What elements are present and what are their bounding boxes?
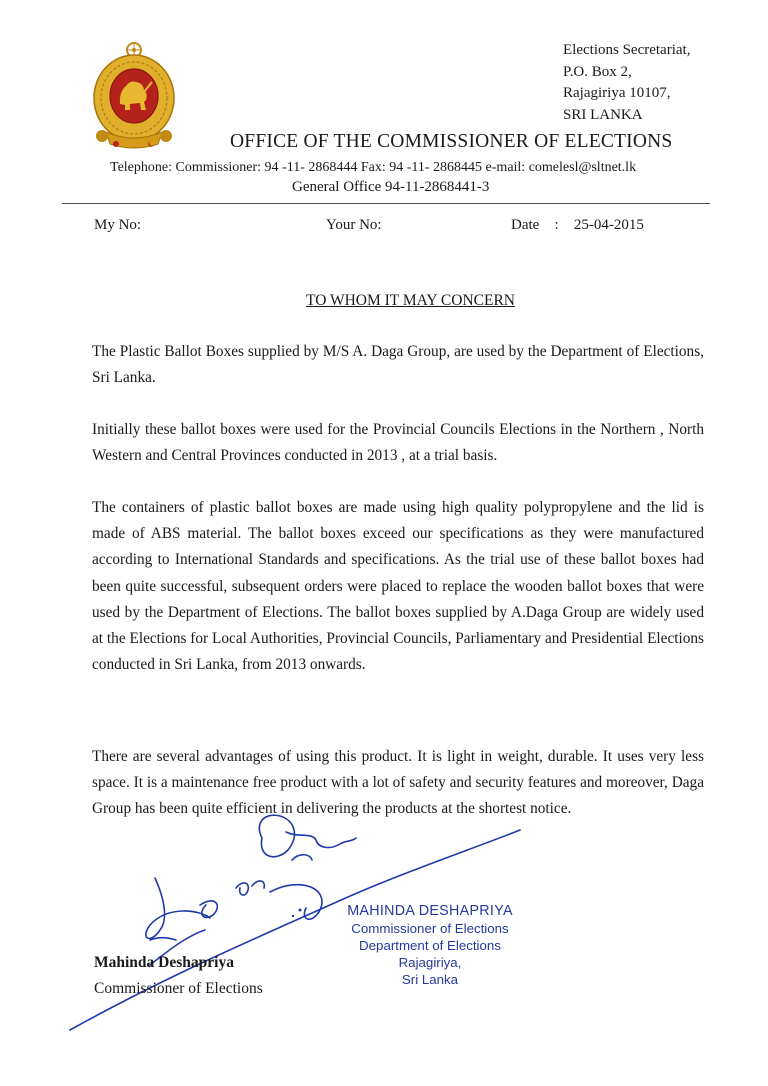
stamp-line: Rajagiriya, <box>398 955 462 970</box>
date-field <box>511 217 644 234</box>
signatory-title: Commissioner of Elections <box>94 980 263 997</box>
sri-lanka-emblem-icon <box>86 40 182 152</box>
your-no-label: Your No: <box>326 217 382 233</box>
date-value: 25-04-2015 <box>573 217 644 233</box>
date-separator: : <box>554 217 559 233</box>
paragraph: Initially these ballot boxes were used for the Provincial Councils Elections in the Northern , North Western and Central Provinces conducted in 2013 , at a trial basis. <box>92 421 704 465</box>
address-line: SRI LANKA <box>563 106 643 123</box>
letter-heading: TO WHOM IT MAY CONCERN <box>306 292 515 309</box>
address-line: Rajagiriya 10107, <box>563 85 671 101</box>
office-title: OFFICE OF THE COMMISSIONER OF ELECTIONS <box>230 131 673 152</box>
stamp-line: Sri Lanka <box>401 972 459 987</box>
contact-line: Telephone: Commissioner: 94 -11- 2868444 Fax: 94 -11- 2868445 e-mail: comelesl@sltnet.lk <box>110 160 637 175</box>
paragraph: There are several advantages of using this product. It is light in weight, durable. It uses very less space. It is a maintenance free product with a lot of safety and security features and moreover, Daga Group has been quite efficient in delivering the products at the shortest notice. <box>92 748 704 818</box>
general-office-phone: General Office 94-11-2868441-3 <box>292 179 490 195</box>
stamp-line: Department of Elections <box>359 938 501 953</box>
paragraph: The Plastic Ballot Boxes supplied by M/S A. Daga Group, are used by the Department of Elections, Sri Lanka. <box>92 343 704 387</box>
my-no-label: My No: <box>94 217 142 233</box>
stamp-line: MAHINDA DESHAPRIYA <box>347 903 513 919</box>
address-block <box>563 40 690 126</box>
address-line: P.O. Box 2, <box>563 63 632 80</box>
official-stamp <box>330 903 530 988</box>
signatory-name: Mahinda Deshapriya <box>94 954 234 971</box>
paragraph: The containers of plastic ballot boxes are made using high quality polypropylene and the lid is made of ABS material. The ballot boxes exceed our specifications as they were manufactured according to International Standards and specifications. As the trial use of these ballot boxes had been quite successful, subsequent orders were placed to replace the wooden ballot boxes that were used by the Department of Elections. The ballot boxes supplied by A.Daga Group are widely used at the Elections for Local Authorities, Provincial Councils, Parliamentary and Presidential Elections conducted in Sri Lanka, from 2013 onwards. <box>92 499 704 674</box>
date-label: Date <box>511 217 540 233</box>
header-divider <box>62 203 710 204</box>
stamp-line: Commissioner of Elections <box>351 921 509 936</box>
address-line: Elections Secretariat, <box>563 42 691 58</box>
